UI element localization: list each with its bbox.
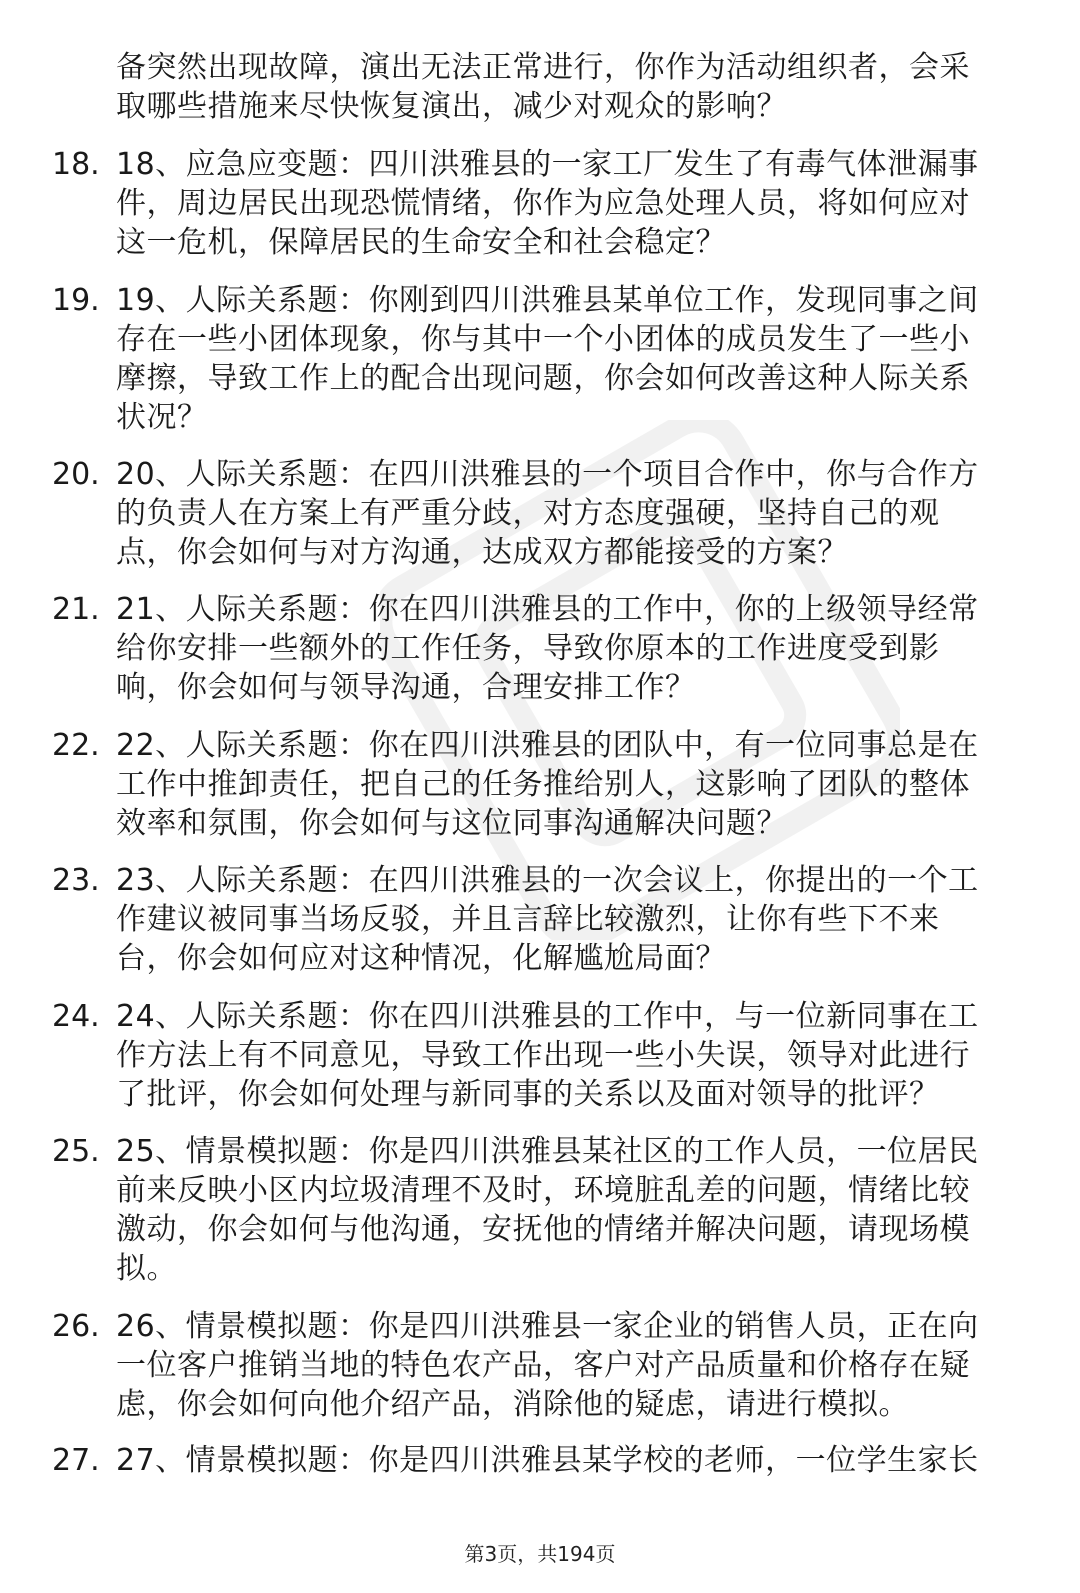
text-line: 22、人际关系题：你在四川洪雅县的团队中，有一位同事总是在 <box>116 728 979 763</box>
text-line: 26、情景模拟题：你是四川洪雅县一家企业的销售人员，正在向 <box>116 1309 979 1344</box>
text-line: 虑，你会如何向他介绍产品，消除他的疑虑，请进行模拟。 <box>116 1387 909 1422</box>
text-line: 25、情景模拟题：你是四川洪雅县某社区的工作人员，一位居民 <box>116 1134 979 1169</box>
text-line: 响，你会如何与领导沟通，合理安排工作？ <box>116 670 696 705</box>
page-number-footer: 第3页，共194页 <box>464 1542 616 1566</box>
text-line: 拟。 <box>116 1251 177 1286</box>
item-number: 20. <box>52 457 100 492</box>
item-number: 21. <box>52 592 100 627</box>
text-line: 23、人际关系题：在四川洪雅县的一次会议上，你提出的一个工 <box>116 863 979 898</box>
text-line: 工作中推卸责任，把自己的任务推给别人，这影响了团队的整体 <box>116 767 970 802</box>
text-line: 作方法上有不同意见，导致工作出现一些小失误，领导对此进行 <box>116 1038 970 1073</box>
text-line: 19、人际关系题：你刚到四川洪雅县某单位工作，发现同事之间 <box>116 283 979 318</box>
item-number: 27. <box>52 1443 100 1478</box>
text-line: 点，你会如何与对方沟通，达成双方都能接受的方案？ <box>116 535 848 570</box>
text-line: 一位客户推销当地的特色农产品，客户对产品质量和价格存在疑 <box>116 1348 970 1383</box>
item-number: 18. <box>52 147 100 182</box>
text-line: 取哪些措施来尽快恢复演出，减少对观众的影响？ <box>116 89 787 124</box>
item-number: 26. <box>52 1309 100 1344</box>
text-line: 台，你会如何应对这种情况，化解尴尬局面？ <box>116 941 726 976</box>
text-line: 这一危机，保障居民的生命安全和社会稳定？ <box>116 225 726 260</box>
text-line: 18、应急应变题：四川洪雅县的一家工厂发生了有毒气体泄漏事 <box>116 147 979 182</box>
item-number: 23. <box>52 863 100 898</box>
text-line: 了批评，你会如何处理与新同事的关系以及面对领导的批评？ <box>116 1077 940 1112</box>
text-line: 摩擦，导致工作上的配合出现问题，你会如何改善这种人际关系 <box>116 361 970 396</box>
text-line: 给你安排一些额外的工作任务，导致你原本的工作进度受到影 <box>116 631 940 666</box>
text-line: 前来反映小区内垃圾清理不及时，环境脏乱差的问题，情绪比较 <box>116 1173 970 1208</box>
text-line: 的负责人在方案上有严重分歧，对方态度强硬，坚持自己的观 <box>116 496 940 531</box>
text-line: 状况？ <box>116 400 208 435</box>
text-line: 21、人际关系题：你在四川洪雅县的工作中，你的上级领导经常 <box>116 592 979 627</box>
text-line: 作建议被同事当场反驳，并且言辞比较激烈，让你有些下不来 <box>116 902 940 937</box>
text-line: 27、情景模拟题：你是四川洪雅县某学校的老师，一位学生家长 <box>116 1443 979 1478</box>
text-line: 24、人际关系题：你在四川洪雅县的工作中，与一位新同事在工 <box>116 999 979 1034</box>
text-line: 件，周边居民出现恐慌情绪，你作为应急处理人员，将如何应对 <box>116 186 970 221</box>
item-number: 19. <box>52 283 100 318</box>
text-line: 效率和氛围，你会如何与这位同事沟通解决问题？ <box>116 806 787 841</box>
item-number: 24. <box>52 999 100 1034</box>
text-line: 存在一些小团体现象，你与其中一个小团体的成员发生了一些小 <box>116 322 970 357</box>
text-line: 20、人际关系题：在四川洪雅县的一个项目合作中，你与合作方 <box>116 457 979 492</box>
item-number: 25. <box>52 1134 100 1169</box>
item-number: 22. <box>52 728 100 763</box>
text-line: 备突然出现故障，演出无法正常进行，你作为活动组织者，会采 <box>116 50 970 85</box>
text-line: 激动，你会如何与他沟通，安抚他的情绪并解决问题，请现场模 <box>116 1212 970 1247</box>
